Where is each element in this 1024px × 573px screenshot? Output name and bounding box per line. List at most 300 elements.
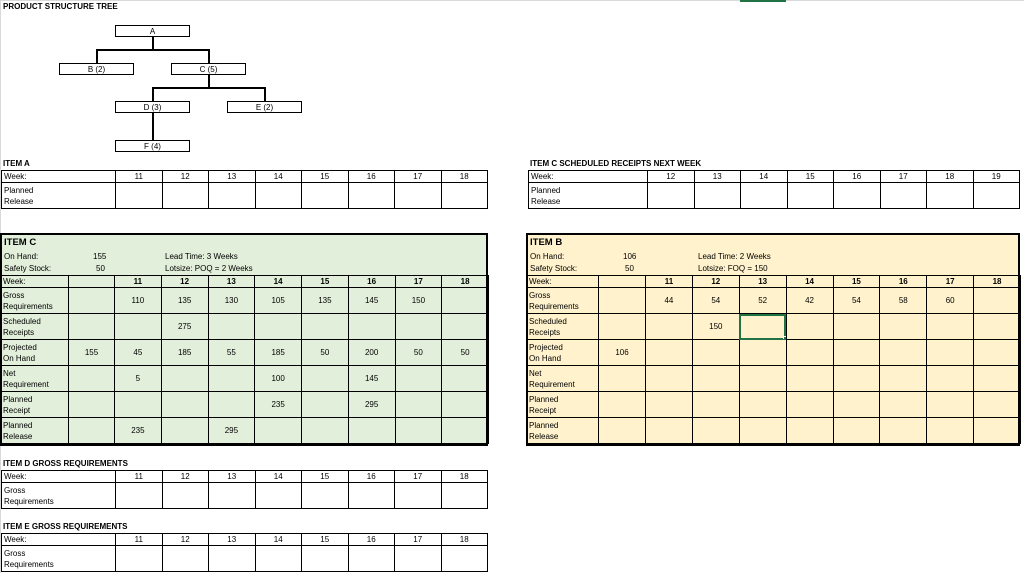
initial-cell[interactable] bbox=[599, 418, 646, 444]
tree-node-d[interactable]: D (3) bbox=[115, 101, 190, 113]
row-label-line1: Planned bbox=[529, 420, 559, 430]
week-cell[interactable]: 13 bbox=[739, 276, 786, 288]
data-cell[interactable] bbox=[395, 366, 442, 392]
item-c-receipts-caption: ITEM C SCHEDULED RECEIPTS NEXT WEEK bbox=[530, 159, 702, 168]
data-cell[interactable] bbox=[116, 183, 163, 209]
mrp-row bbox=[527, 392, 1021, 418]
row-label bbox=[1, 340, 69, 366]
row-label-line1: Gross bbox=[4, 485, 26, 495]
row-label-line1: Planned bbox=[3, 420, 33, 430]
data-cell[interactable] bbox=[786, 340, 833, 366]
week-cell[interactable]: 18 bbox=[927, 171, 974, 183]
data-cell[interactable]: 235 bbox=[255, 392, 302, 418]
tree-connector bbox=[152, 87, 265, 89]
data-cell[interactable] bbox=[161, 418, 208, 444]
lotsize: Lotsize: POQ = 2 Weeks bbox=[165, 264, 253, 273]
tree-connector bbox=[152, 113, 154, 140]
data-cell[interactable] bbox=[974, 366, 1021, 392]
data-cell[interactable] bbox=[833, 418, 880, 444]
mrp-row bbox=[1, 366, 489, 392]
data-cell[interactable]: 145 bbox=[348, 366, 395, 392]
data-cell[interactable] bbox=[442, 392, 489, 418]
on-hand-label: On Hand: bbox=[4, 252, 39, 261]
item-d-caption: ITEM D GROSS REQUIREMENTS bbox=[3, 459, 128, 468]
mrp-row bbox=[527, 314, 1021, 340]
data-cell[interactable]: 5 bbox=[115, 366, 162, 392]
row-label-line1: Gross bbox=[529, 290, 551, 300]
row-label-line2: Receipt bbox=[529, 405, 557, 415]
initial-cell[interactable] bbox=[599, 276, 646, 288]
lead-time: Lead Time: 2 Weeks bbox=[698, 252, 771, 261]
data-cell[interactable]: 135 bbox=[302, 288, 349, 314]
week-cell[interactable]: 16 bbox=[834, 171, 881, 183]
week-cell[interactable]: 13 bbox=[209, 471, 256, 483]
data-cell[interactable] bbox=[974, 340, 1021, 366]
tree-node-b[interactable]: B (2) bbox=[59, 63, 134, 75]
tree-connector bbox=[152, 87, 154, 101]
data-cell[interactable] bbox=[692, 418, 739, 444]
week-label: Week: bbox=[529, 171, 648, 183]
planned-release-row bbox=[2, 183, 488, 209]
week-cell[interactable]: 19 bbox=[973, 171, 1020, 183]
data-cell[interactable] bbox=[255, 483, 302, 509]
week-cell[interactable]: 18 bbox=[442, 276, 489, 288]
data-cell[interactable]: 45 bbox=[115, 340, 162, 366]
week-cell[interactable]: 17 bbox=[395, 534, 442, 546]
item-a-caption: ITEM A bbox=[3, 159, 30, 168]
week-cell[interactable]: 14 bbox=[255, 471, 302, 483]
week-row bbox=[2, 534, 488, 546]
row-label-line2: Receipt bbox=[3, 405, 31, 415]
gross-requirements-row bbox=[2, 483, 488, 509]
week-cell[interactable]: 11 bbox=[116, 471, 163, 483]
row-label bbox=[1, 366, 69, 392]
on-hand-value[interactable]: 155 bbox=[93, 252, 107, 261]
tree-node-e[interactable]: E (2) bbox=[227, 101, 302, 113]
row-label-line2: Requirement bbox=[3, 379, 49, 389]
page-title: PRODUCT STRUCTURE TREE bbox=[3, 2, 118, 11]
row-label-line2: On Hand bbox=[529, 353, 562, 363]
week-cell[interactable]: 11 bbox=[116, 534, 163, 546]
data-cell[interactable]: 42 bbox=[786, 288, 833, 314]
mrp-row bbox=[527, 340, 1021, 366]
data-cell[interactable]: 110 bbox=[115, 288, 162, 314]
data-cell[interactable]: 130 bbox=[208, 288, 255, 314]
item-b-title: ITEM B bbox=[530, 237, 563, 248]
on-hand-label: On Hand: bbox=[530, 252, 565, 261]
data-cell[interactable]: 185 bbox=[255, 340, 302, 366]
data-cell[interactable]: 52 bbox=[739, 288, 786, 314]
data-cell[interactable]: 150 bbox=[692, 314, 739, 340]
data-cell[interactable]: 200 bbox=[348, 340, 395, 366]
initial-cell[interactable] bbox=[69, 276, 115, 288]
week-cell[interactable]: 14 bbox=[255, 276, 302, 288]
tree-connector bbox=[208, 49, 210, 63]
data-cell[interactable] bbox=[974, 392, 1021, 418]
data-cell[interactable] bbox=[692, 392, 739, 418]
data-cell[interactable] bbox=[348, 183, 395, 209]
data-cell[interactable] bbox=[833, 366, 880, 392]
selected-cell[interactable] bbox=[739, 314, 786, 340]
item-b-panel bbox=[526, 233, 1020, 446]
data-cell[interactable] bbox=[786, 418, 833, 444]
week-cell[interactable]: 18 bbox=[441, 171, 488, 183]
data-cell[interactable]: 150 bbox=[395, 288, 442, 314]
week-cell[interactable]: 14 bbox=[786, 276, 833, 288]
lead-time: Lead Time: 3 Weeks bbox=[165, 252, 238, 261]
item-d-table bbox=[1, 470, 488, 509]
data-cell[interactable] bbox=[739, 340, 786, 366]
data-cell[interactable] bbox=[973, 183, 1020, 209]
week-cell[interactable]: 16 bbox=[880, 276, 927, 288]
week-cell[interactable]: 16 bbox=[348, 276, 395, 288]
tree-connector bbox=[264, 87, 266, 101]
mrp-row bbox=[527, 288, 1021, 314]
data-cell[interactable]: 185 bbox=[161, 340, 208, 366]
data-cell[interactable] bbox=[646, 340, 693, 366]
initial-cell[interactable] bbox=[69, 288, 115, 314]
data-cell[interactable] bbox=[348, 483, 395, 509]
initial-cell[interactable]: 106 bbox=[599, 340, 646, 366]
week-cell[interactable]: 18 bbox=[441, 471, 488, 483]
data-cell[interactable] bbox=[974, 418, 1021, 444]
week-cell[interactable]: 12 bbox=[692, 276, 739, 288]
data-cell[interactable] bbox=[880, 314, 927, 340]
week-cell[interactable]: 12 bbox=[162, 534, 209, 546]
data-cell[interactable] bbox=[395, 546, 442, 572]
data-cell[interactable] bbox=[927, 366, 974, 392]
row-label bbox=[2, 546, 116, 572]
initial-cell[interactable] bbox=[69, 392, 115, 418]
data-cell[interactable]: 235 bbox=[115, 418, 162, 444]
week-cell[interactable]: 17 bbox=[395, 471, 442, 483]
mrp-row bbox=[1, 418, 489, 444]
week-cell[interactable]: 11 bbox=[646, 276, 693, 288]
data-cell[interactable] bbox=[739, 392, 786, 418]
data-cell[interactable]: 145 bbox=[348, 288, 395, 314]
week-cell[interactable]: 12 bbox=[648, 171, 695, 183]
data-cell[interactable] bbox=[786, 366, 833, 392]
data-cell[interactable] bbox=[348, 418, 395, 444]
row-label bbox=[527, 288, 599, 314]
data-cell[interactable] bbox=[255, 183, 302, 209]
row-label-line1: Net bbox=[529, 368, 542, 378]
data-cell[interactable] bbox=[927, 392, 974, 418]
row-label bbox=[527, 340, 599, 366]
row-label-line1: Gross bbox=[4, 548, 26, 558]
week-cell[interactable]: 13 bbox=[209, 171, 256, 183]
data-cell[interactable]: 275 bbox=[161, 314, 208, 340]
data-cell[interactable] bbox=[441, 546, 488, 572]
data-cell[interactable] bbox=[880, 418, 927, 444]
data-cell[interactable] bbox=[834, 183, 881, 209]
mrp-row bbox=[527, 366, 1021, 392]
data-cell[interactable] bbox=[442, 288, 489, 314]
data-cell[interactable] bbox=[255, 314, 302, 340]
week-row bbox=[2, 171, 488, 183]
data-cell[interactable] bbox=[162, 483, 209, 509]
data-cell[interactable] bbox=[208, 366, 255, 392]
data-cell[interactable] bbox=[441, 183, 488, 209]
data-cell[interactable] bbox=[442, 366, 489, 392]
data-cell[interactable] bbox=[302, 392, 349, 418]
data-cell[interactable] bbox=[739, 418, 786, 444]
data-cell[interactable] bbox=[974, 288, 1021, 314]
week-cell[interactable]: 15 bbox=[833, 276, 880, 288]
week-cell[interactable]: 15 bbox=[302, 276, 349, 288]
on-hand-value[interactable]: 106 bbox=[623, 252, 637, 261]
data-cell[interactable]: 105 bbox=[255, 288, 302, 314]
data-cell[interactable] bbox=[162, 546, 209, 572]
data-cell[interactable]: 50 bbox=[302, 340, 349, 366]
data-cell[interactable] bbox=[927, 340, 974, 366]
week-cell[interactable]: 15 bbox=[302, 471, 349, 483]
data-cell[interactable] bbox=[302, 366, 349, 392]
data-cell[interactable]: 295 bbox=[208, 418, 255, 444]
week-row bbox=[529, 171, 1020, 183]
row-label-line2: Requirements bbox=[529, 301, 579, 311]
data-cell[interactable] bbox=[348, 546, 395, 572]
week-cell[interactable]: 15 bbox=[787, 171, 834, 183]
mrp-row bbox=[1, 288, 489, 314]
item-c-receipts-table bbox=[528, 170, 1020, 209]
week-cell[interactable]: 18 bbox=[974, 276, 1021, 288]
row-label bbox=[2, 483, 116, 509]
data-cell[interactable]: 50 bbox=[395, 340, 442, 366]
item-e-caption: ITEM E GROSS REQUIREMENTS bbox=[3, 522, 128, 531]
row-label bbox=[527, 392, 599, 418]
initial-cell[interactable]: 155 bbox=[69, 340, 115, 366]
row-label-line2: Requirement bbox=[529, 379, 575, 389]
row-label bbox=[1, 418, 69, 444]
row-label-line1: Net bbox=[3, 368, 16, 378]
data-cell[interactable]: 54 bbox=[692, 288, 739, 314]
row-label-line2: Receipts bbox=[529, 327, 561, 337]
tree-connector bbox=[96, 49, 209, 51]
row-label-line1: Gross bbox=[3, 290, 25, 300]
data-cell[interactable] bbox=[209, 483, 256, 509]
data-cell[interactable] bbox=[646, 314, 693, 340]
week-label: Week: bbox=[1, 276, 69, 288]
week-cell[interactable]: 16 bbox=[348, 471, 395, 483]
week-label: Week: bbox=[527, 276, 599, 288]
week-cell[interactable]: 13 bbox=[208, 276, 255, 288]
row-label bbox=[529, 183, 648, 209]
row-label-line1: Planned bbox=[529, 394, 559, 404]
data-cell[interactable] bbox=[880, 340, 927, 366]
data-cell[interactable] bbox=[927, 418, 974, 444]
week-cell[interactable]: 12 bbox=[162, 471, 209, 483]
data-cell[interactable] bbox=[395, 314, 442, 340]
week-cell[interactable]: 17 bbox=[395, 171, 442, 183]
data-cell[interactable] bbox=[692, 340, 739, 366]
data-cell[interactable] bbox=[395, 392, 442, 418]
data-cell[interactable] bbox=[441, 483, 488, 509]
safety-stock-label: Safety Stock: bbox=[530, 264, 578, 273]
fill-handle[interactable] bbox=[783, 336, 787, 340]
data-cell[interactable]: 50 bbox=[442, 340, 489, 366]
data-cell[interactable] bbox=[395, 418, 442, 444]
week-cell[interactable]: 16 bbox=[348, 534, 395, 546]
week-cell[interactable]: 17 bbox=[927, 276, 974, 288]
initial-cell[interactable] bbox=[69, 314, 115, 340]
week-row bbox=[2, 471, 488, 483]
row-label bbox=[527, 366, 599, 392]
week-cell[interactable]: 14 bbox=[255, 171, 302, 183]
planned-release-row bbox=[529, 183, 1020, 209]
data-cell[interactable] bbox=[741, 183, 788, 209]
row-label-line1: Scheduled bbox=[529, 316, 567, 326]
item-c-mrp-table bbox=[0, 275, 489, 444]
data-cell[interactable] bbox=[302, 418, 349, 444]
data-cell[interactable]: 295 bbox=[348, 392, 395, 418]
data-cell[interactable] bbox=[395, 183, 442, 209]
data-cell[interactable] bbox=[115, 314, 162, 340]
item-a-table bbox=[1, 170, 488, 209]
row-label-line2: Release bbox=[4, 196, 34, 206]
data-cell[interactable]: 54 bbox=[833, 288, 880, 314]
data-cell[interactable] bbox=[161, 392, 208, 418]
tree-node-a[interactable]: A bbox=[115, 25, 190, 37]
week-cell[interactable]: 17 bbox=[880, 171, 927, 183]
data-cell[interactable] bbox=[927, 183, 974, 209]
data-cell[interactable]: 55 bbox=[208, 340, 255, 366]
week-cell[interactable]: 18 bbox=[441, 534, 488, 546]
mrp-row bbox=[1, 314, 489, 340]
row-label-line1: Projected bbox=[529, 342, 563, 352]
week-cell[interactable]: 14 bbox=[741, 171, 788, 183]
row-label bbox=[1, 314, 69, 340]
data-cell[interactable] bbox=[833, 314, 880, 340]
item-c-panel bbox=[0, 233, 488, 446]
data-cell[interactable] bbox=[116, 483, 163, 509]
data-cell[interactable] bbox=[116, 546, 163, 572]
active-column-indicator bbox=[740, 0, 786, 2]
data-cell[interactable] bbox=[302, 183, 349, 209]
data-cell[interactable] bbox=[348, 314, 395, 340]
data-cell[interactable] bbox=[255, 546, 302, 572]
week-cell[interactable]: 12 bbox=[161, 276, 208, 288]
sheet-top-border bbox=[0, 0, 1024, 1]
week-row bbox=[1, 276, 489, 288]
week-label: Week: bbox=[2, 471, 116, 483]
mrp-row bbox=[527, 418, 1021, 444]
item-e-table bbox=[1, 533, 488, 572]
data-cell[interactable] bbox=[833, 392, 880, 418]
row-label-line2: Release bbox=[3, 431, 33, 441]
data-cell[interactable] bbox=[115, 392, 162, 418]
initial-cell[interactable] bbox=[69, 366, 115, 392]
data-cell[interactable] bbox=[927, 314, 974, 340]
data-cell[interactable] bbox=[974, 314, 1021, 340]
data-cell[interactable]: 60 bbox=[927, 288, 974, 314]
mrp-row bbox=[1, 392, 489, 418]
data-cell[interactable] bbox=[302, 483, 349, 509]
data-cell[interactable] bbox=[442, 314, 489, 340]
week-cell[interactable]: 14 bbox=[255, 534, 302, 546]
data-cell[interactable] bbox=[786, 392, 833, 418]
week-row bbox=[527, 276, 1021, 288]
item-c-title: ITEM C bbox=[4, 237, 37, 248]
data-cell[interactable]: 44 bbox=[646, 288, 693, 314]
week-cell[interactable]: 17 bbox=[395, 276, 442, 288]
week-cell[interactable]: 15 bbox=[302, 534, 349, 546]
row-label-line2: Release bbox=[531, 196, 561, 206]
row-label-line2: Requirements bbox=[4, 496, 54, 506]
initial-cell[interactable] bbox=[599, 366, 646, 392]
mrp-row bbox=[1, 340, 489, 366]
data-cell[interactable] bbox=[648, 183, 695, 209]
lotsize: Lotsize: FOQ = 150 bbox=[698, 264, 768, 273]
data-cell[interactable] bbox=[787, 183, 834, 209]
safety-stock-label: Safety Stock: bbox=[4, 264, 52, 273]
tree-connector bbox=[208, 75, 210, 87]
safety-stock-value[interactable]: 50 bbox=[96, 264, 105, 273]
row-label bbox=[1, 392, 69, 418]
row-label bbox=[2, 183, 116, 209]
data-cell[interactable] bbox=[255, 418, 302, 444]
data-cell[interactable] bbox=[692, 366, 739, 392]
data-cell[interactable] bbox=[442, 418, 489, 444]
initial-cell[interactable] bbox=[599, 392, 646, 418]
data-cell[interactable] bbox=[833, 340, 880, 366]
tree-node-c[interactable]: C (5) bbox=[171, 63, 246, 75]
data-cell[interactable] bbox=[880, 366, 927, 392]
data-cell[interactable]: 58 bbox=[880, 288, 927, 314]
data-cell[interactable] bbox=[302, 546, 349, 572]
data-cell[interactable] bbox=[208, 392, 255, 418]
data-cell[interactable] bbox=[739, 366, 786, 392]
data-cell[interactable]: 100 bbox=[255, 366, 302, 392]
item-b-mrp-table bbox=[526, 275, 1021, 444]
initial-cell[interactable] bbox=[599, 314, 646, 340]
data-cell[interactable] bbox=[880, 392, 927, 418]
data-cell[interactable] bbox=[208, 314, 255, 340]
week-cell[interactable]: 13 bbox=[694, 171, 741, 183]
initial-cell[interactable] bbox=[69, 418, 115, 444]
data-cell[interactable] bbox=[694, 183, 741, 209]
data-cell[interactable] bbox=[646, 366, 693, 392]
row-label bbox=[527, 418, 599, 444]
row-label-line2: Requirements bbox=[3, 301, 53, 311]
row-label-line1: Scheduled bbox=[3, 316, 41, 326]
data-cell[interactable] bbox=[646, 418, 693, 444]
initial-cell[interactable] bbox=[599, 288, 646, 314]
data-cell[interactable] bbox=[786, 314, 833, 340]
data-cell[interactable]: 135 bbox=[161, 288, 208, 314]
week-cell[interactable]: 15 bbox=[302, 171, 349, 183]
week-cell[interactable]: 13 bbox=[209, 534, 256, 546]
week-cell[interactable]: 16 bbox=[348, 171, 395, 183]
tree-node-f[interactable]: F (4) bbox=[115, 140, 190, 152]
safety-stock-value[interactable]: 50 bbox=[625, 264, 634, 273]
row-label-line2: Requirements bbox=[4, 559, 54, 569]
week-cell[interactable]: 11 bbox=[115, 276, 162, 288]
data-cell[interactable] bbox=[646, 392, 693, 418]
row-label-line2: Release bbox=[529, 431, 559, 441]
data-cell[interactable] bbox=[302, 314, 349, 340]
row-label bbox=[1, 288, 69, 314]
data-cell[interactable] bbox=[209, 546, 256, 572]
week-label: Week: bbox=[2, 534, 116, 546]
week-cell[interactable]: 11 bbox=[116, 171, 163, 183]
data-cell[interactable] bbox=[161, 366, 208, 392]
data-cell[interactable] bbox=[209, 183, 256, 209]
data-cell[interactable] bbox=[162, 183, 209, 209]
data-cell[interactable] bbox=[395, 483, 442, 509]
week-cell[interactable]: 12 bbox=[162, 171, 209, 183]
data-cell[interactable] bbox=[880, 183, 927, 209]
